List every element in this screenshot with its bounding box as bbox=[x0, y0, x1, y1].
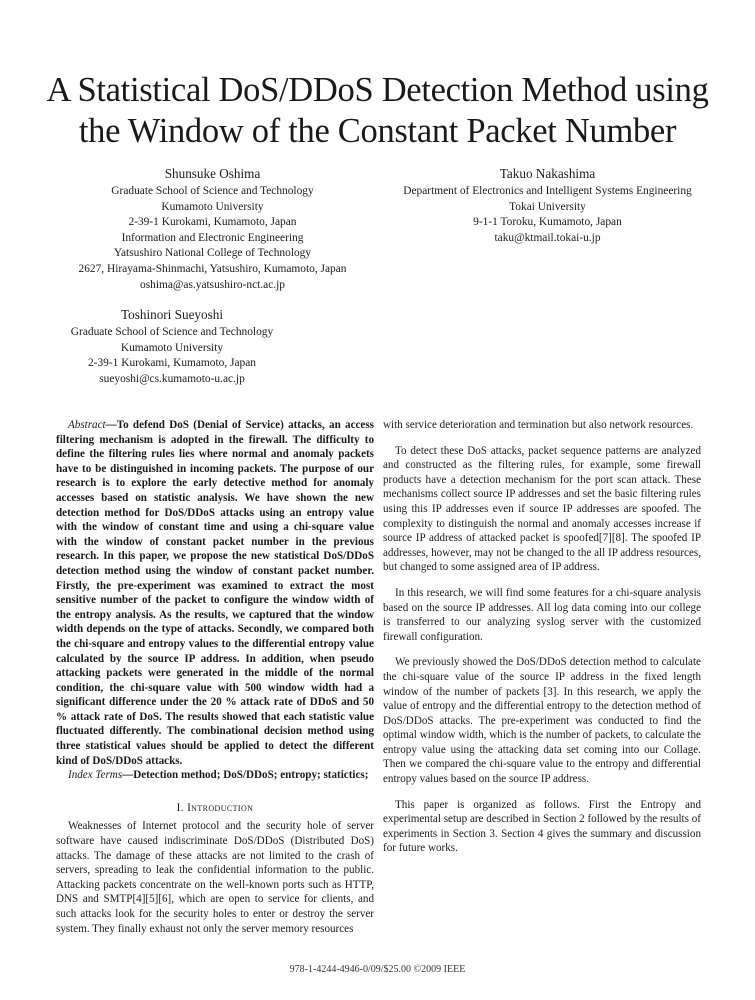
author-email: taku@ktmail.tokai-u.jp bbox=[494, 231, 601, 244]
address-line: 2-39-1 Kurokami, Kumamoto, Japan bbox=[128, 216, 297, 229]
paper-title bbox=[0, 70, 755, 152]
abstract bbox=[56, 418, 374, 768]
address-line: 2627, Hirayama-Shinmachi, Yatsushiro, Kumamoto, Japan bbox=[78, 262, 347, 275]
intro-paragraph: Weaknesses of Internet protocol and the security hole of server software have caused indiscriminate DoS/DDoS (Distributed DoS) attacks. The damage of these attacks are not limited to the crash of servers, spreading to leak the confidential information to the public. Attacking packets concentrate on the well-known ports such as HTTP, DNS and SMTP[4][5][6], which are open to service for clients, and such attacks look for the security holes to enter or destroy the server system. They finally exhaust not only the server memory resources bbox=[56, 820, 374, 935]
author-name: Toshinori Sueyoshi bbox=[120, 307, 223, 322]
affiliation-line: Graduate School of Science and Technology bbox=[70, 326, 274, 338]
intro-paragraph-continued: with service deterioration and termination but also network resources. bbox=[383, 419, 694, 431]
index-terms-label: Index Terms bbox=[68, 769, 123, 782]
intro-paragraph: This paper is organized as follows. First the Entropy and experimental setup are described in Section 2 followed by the results of experiments in Section 3. Section 4 gives the summary and discussion for future works. bbox=[383, 798, 701, 855]
index-terms-text: —Detection method; DoS/DDoS; entropy; statictics; bbox=[122, 769, 369, 782]
intro-paragraph: We previously showed the DoS/DDoS detection method to calculate the chi-square value of the source IP address in the fixed length window of the number of packets [3]. In this research, we apply the value of entropy and the differential entropy to the detection method of DoS/DDoS attacks. The pre-experiment was conducted to find the optimal window width, which is the number of packets, to calculate the entropy value using the attacking data set coming into our Collage. Then we compared the chi-square value to the entropy and differential entropy values based on the source IP address. bbox=[383, 656, 701, 786]
section-heading-introduction: I. Introduction bbox=[176, 801, 254, 814]
affiliation-line: Department of Electronics and Intelligent Systems Engineering bbox=[403, 185, 692, 197]
index-terms bbox=[56, 768, 374, 783]
left-column bbox=[56, 418, 374, 936]
affiliation-line: Tokai University bbox=[509, 200, 586, 213]
title-line-1: A Statistical DoS/DDoS Detection Method using bbox=[46, 71, 709, 109]
abstract-label: Abstract bbox=[68, 419, 106, 431]
author-block-nakashima bbox=[370, 165, 725, 246]
intro-paragraph: To detect these DoS attacks, packet sequence patterns are analyzed and constructed as the filtering rules, for example, some firewall products have a detection mechanism for the port scan attack. These mechanisms collect source IP addresses and set the basic filtering rules using this IP addresses even if source IP addresses are spoofed. The complexity to distinguish the normal and anomaly accesses increase if source IP address of attacked packet is spoofed[7][8]. The spoofed IP addresses, however, may not be changed to the all IP address resources, but changed to some assigned area of IP address. bbox=[383, 444, 701, 574]
affiliation-line: Kumamoto University bbox=[161, 200, 264, 213]
author-name: Shunsuke Oshima bbox=[164, 166, 261, 181]
author-block-oshima bbox=[40, 165, 385, 293]
affiliation-line: Information and Electronic Engineering bbox=[121, 231, 304, 244]
affiliation-line: Kumamoto University bbox=[120, 341, 224, 354]
right-column bbox=[383, 418, 701, 856]
affiliation-line: Yatsushiro National College of Technology bbox=[113, 247, 312, 260]
abstract-text: —To defend DoS (Denial of Service) attacks, an access filtering mechanism is adopted in the firewall. The difficulty to define the filtering rules lies where normal and anomaly packets have to be distinguished in incoming packets. The purpose of our research is to explore the early detective method for anomaly accesses based on statistic analysis. We have shown the new detection method for DoS/DDoS attacks using an entropy value with the window of constant time and using a chi-square value with the window of constant packet number in the previous research. In this paper, we propose the new statistical DoS/DDoS detection method using the window of constant packet number. Firstly, the pre-experiment was examined to extract the most sensitive number of the packet to configure the window width of the entropy analysis. As the results, we captured that the window width depends on the type of attacks. Secondly, we compared both the chi-square and entropy values to the differential entropy value calculated by the source IP address. In addition, when pseudo attacking packets were generated in the middle of the normal condition, the chi-square value with 500 window width had a significant difference under the 20 % attack rate of DDoS and 50 % attack rate of DoS. The results showed that each statistic value fluctuated differently. The combinational decision method using three statistical values should be applied to detect the different kind of DoS/DDoS attacks. bbox=[56, 419, 374, 767]
address-line: 9-1-1 Toroku, Kumamoto, Japan bbox=[473, 216, 622, 229]
title-line-2: the Window of the Constant Packet Number bbox=[78, 112, 677, 150]
affiliation-line: Graduate School of Science and Technology bbox=[111, 185, 314, 197]
author-email: sueyoshi@cs.kumamoto-u.ac.jp bbox=[99, 372, 245, 385]
author-email: oshima@as.yatsushiro-nct.ac.jp bbox=[140, 278, 285, 291]
intro-paragraph: In this research, we will find some features for a chi-square analysis based on the source IP addresses. All log data coming into our college is transferred to our analyzing syslog server with the customized firewall configuration. bbox=[383, 586, 701, 643]
author-block-sueyoshi bbox=[52, 306, 292, 387]
address-line: 2-39-1 Kurokami, Kumamoto, Japan bbox=[88, 357, 256, 370]
author-name: Takuo Nakashima bbox=[499, 166, 596, 181]
copyright-footer: 978-1-4244-4946-0/09/$25.00 ©2009 IEEE bbox=[289, 964, 466, 975]
